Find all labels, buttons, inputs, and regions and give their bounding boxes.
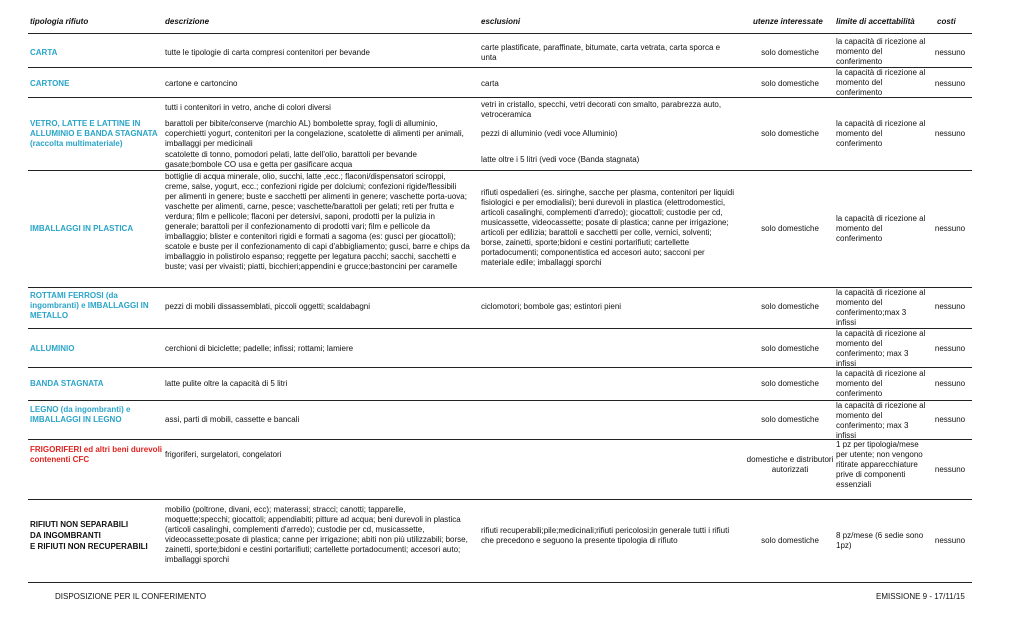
users-cell: solo domestiche (761, 302, 819, 311)
table-row (28, 67, 972, 98)
category-label: DA INGOMBRANTI (30, 531, 101, 540)
limit-cell: 8 pz/mese (6 sedie sono 1pz) (836, 531, 924, 550)
header-costi: costi (937, 17, 956, 26)
description-cell: cartone e cartoncino (165, 79, 238, 88)
cost-cell: nessuno (934, 344, 966, 353)
header-esclusioni: esclusioni (481, 17, 521, 26)
exclusions-cell: ciclomotori; bombole gas; estintori pieni (481, 302, 622, 311)
users-cell: solo domestiche (761, 536, 819, 545)
header-utenze: utenze interessate (753, 17, 823, 26)
limit-cell: la capacità di ricezione al momento del conferimento (836, 37, 926, 66)
users-cell: solo domestiche (761, 415, 819, 424)
exclusions-cell: rifiuti recuperabili;pile;medicinali;rifiuti pericolosi;in generale tutti i rifiuti che precedono e seguono la presente tipologia di rifiuto (481, 526, 730, 545)
category-label: ALLUMINIO (30, 344, 75, 353)
table-bottom-border (28, 582, 972, 583)
table-row (28, 97, 972, 171)
description-cell: bottiglie di acqua minerale, olio, succhi, latte ,ecc.; flaconi/dispensatori sciroppi, creme, salse, yogurt, ecc.; confezioni rigide per dolciumi; confezioni rigide/flessibili per alimenti in genere; buste e sacchetti per alimenti in genere; vaschette porta-uova; vaschette per alimenti, carne, pesce; vaschette/barattoli per gelati; reti per frutta e verdura; film e pellicole; flaconi per detersivi, saponi, prodotti per la pulizia in generale; barattoli per il confezionamento di prodotti vari; film e pellicole da imballaggio; blister e contenitori rigidi e formati a sagoma (es: gusci per giocattoli); scatole e buste per il confezionamento di capi d'abbigliamento; gusci, barre e chips da imballaggio in polistirolo espanso; reggette per legatura pacchi; sacchi, sacchetti e buste; vasi per vivaisti; piatti, bicchieri;appendini e grucce;bastoncini per caramelle (165, 172, 470, 271)
category-label: CARTONE (30, 79, 70, 88)
category-label: FRIGORIFERI ed altri beni durevoli contenenti CFC (30, 445, 163, 464)
table-row (28, 33, 972, 67)
cost-cell: nessuno (934, 465, 966, 474)
limit-cell: la capacità di ricezione al momento del conferimento; max 3 infissi (836, 329, 926, 368)
description-cell: cerchioni di biciclette; padelle; infissi; rottami; lamiere (165, 344, 354, 353)
limit-cell: la capacità di ricezione al momento del conferimento;max 3 infissi (836, 288, 926, 327)
cost-cell: nessuno (934, 302, 966, 311)
users-cell: solo domestiche (761, 224, 819, 233)
users-cell: solo domestiche (761, 48, 819, 57)
description-cell: latte pulite oltre la capacità di 5 litri (165, 379, 288, 388)
limit-cell: 1 pz per tipologia/mese per utente; non vengono ritirate apparecchiature prive di componenti essenziali (836, 440, 923, 489)
cost-cell: nessuno (934, 379, 966, 388)
exclusions-cell: carta (481, 79, 499, 88)
description-cell: tutte le tipologie di carta compresi contenitori per bevande (165, 48, 371, 57)
users-cell: solo domestiche (761, 379, 819, 388)
footer-right: EMISSIONE 9 - 17/11/15 (876, 592, 965, 601)
footer-left: DISPOSIZIONE PER IL CONFERIMENTO (55, 592, 207, 601)
exclusions-cell: latte oltre i 5 litri (vedi voce (Banda stagnata) (481, 155, 640, 164)
header-limite: limite di accettabilità (836, 17, 915, 26)
description-cell: frigoriferi, surgelatori, congelatori (165, 450, 282, 459)
description-cell: tutti i contenitori in vetro, anche di colori diversi (165, 103, 331, 112)
exclusions-cell: pezzi di alluminio (vedi voce Alluminio) (481, 129, 618, 138)
category-label: IMBALLAGGI IN PLASTICA (30, 224, 134, 233)
table-row (28, 287, 972, 328)
category-label: VETRO, LATTE E LATTINE IN ALLUMINIO E BANDA STAGNATA (raccolta multimateriale) (30, 119, 158, 148)
cost-cell: nessuno (934, 79, 966, 88)
description-cell: mobilio (poltrone, divani, ecc); materassi; stracci; canotti; tapparelle, moquette;specchi; giocattoli; appendiabiti; pitture ad acqua; beni durevoli in plastica (articoli casalinghi, complementi d'arredo); custodie per cd, musicassette, videocassette;posate di plastica; canne per irrigazione; abiti non più utilizzabili; borse, zainetti, sporte;bidoni e cestini portarifiuti; cartellette portadocumenti; accesori auto; imballaggi sporchi (165, 505, 468, 564)
users-cell: solo domestiche (761, 129, 819, 138)
header-descrizione: descrizione (165, 17, 210, 26)
description-cell: scatolette di tonno, pomodori pelati, latte dell'olio, barattoli per bevande gasate;bombole CO usa e getta per gasificare acqua (165, 150, 417, 169)
category-label: E RIFIUTI NON RECUPERABILI (30, 542, 148, 551)
limit-cell: la capacità di ricezione al momento del conferimento (836, 68, 926, 97)
category-label: CARTA (30, 48, 58, 57)
table-row (28, 439, 972, 500)
cost-cell: nessuno (934, 536, 966, 545)
users-cell: solo domestiche (761, 79, 819, 88)
table-row (28, 328, 972, 367)
header-tipologia: tipologia rifiuto (30, 17, 89, 26)
category-label: BANDA STAGNATA (30, 379, 104, 388)
limit-cell: la capacità di ricezione al momento del conferimento; max 3 infissi (836, 401, 926, 440)
limit-cell: la capacità di ricezione al momento del conferimento (836, 369, 926, 398)
description-cell: assi, parti di mobili, cassette e bancali (165, 415, 300, 424)
exclusions-cell: vetri in cristallo, specchi, vetri decorati con smalto, parabrezza auto, vetroceramica (481, 100, 722, 119)
cost-cell: nessuno (934, 129, 966, 138)
category-label: RIFIUTI NON SEPARABILI (30, 520, 129, 529)
description-cell: pezzi di mobili dissassemblati, piccoli oggetti; scaldabagni (165, 302, 370, 311)
cost-cell: nessuno (934, 415, 966, 424)
limit-cell: la capacità di ricezione al momento del conferimento (836, 119, 926, 148)
category-label: ROTTAMI FERROSI (da ingombranti) e IMBALLAGGI IN METALLO (30, 291, 149, 320)
cost-cell: nessuno (934, 224, 966, 233)
table-row (28, 400, 972, 439)
limit-cell: la capacità di ricezione al momento del conferimento (836, 214, 926, 243)
table-row (28, 499, 972, 583)
table-row (28, 367, 972, 401)
users-cell: domestiche e distributori autorizzati (746, 455, 834, 474)
description-cell: barattoli per bibite/conserve (marchio AL) bombolette spray, fogli di alluminio, coperchietti yogurt, contenitori per la congelazione, scatolette di alimenti per animali, imballaggi per medicinali (165, 119, 464, 148)
exclusions-cell: rifiuti ospedalieri (es. siringhe, sacche per plasma, contenitori per liquidi fisiologici e per emodialisi); beni durevoli in plastica (elettrodomestici, articoli casalinghi, complementi d'arredo); giocattoli; custodie per cd, musicassette, videocassette; posate di plastica; canne per irrigazione; articoli per edilizia; barattoli e sacchetti per colle, vernici, solventi; borse, zainetti, sporte;bidoni e cestini portarifiuti; cartellette portadocumenti; componentistica ed accesori auto; sacconi per materiale edile; imballaggi sporchi (481, 188, 735, 267)
cost-cell: nessuno (934, 48, 966, 57)
table-row (28, 170, 972, 288)
category-label: LEGNO (da ingombranti) e IMBALLAGGI IN LEGNO (30, 405, 131, 424)
exclusions-cell: carte plastificate, paraffinate, bitumate, carta vetrata, carta sporca e unta (481, 43, 721, 62)
users-cell: solo domestiche (761, 344, 819, 353)
